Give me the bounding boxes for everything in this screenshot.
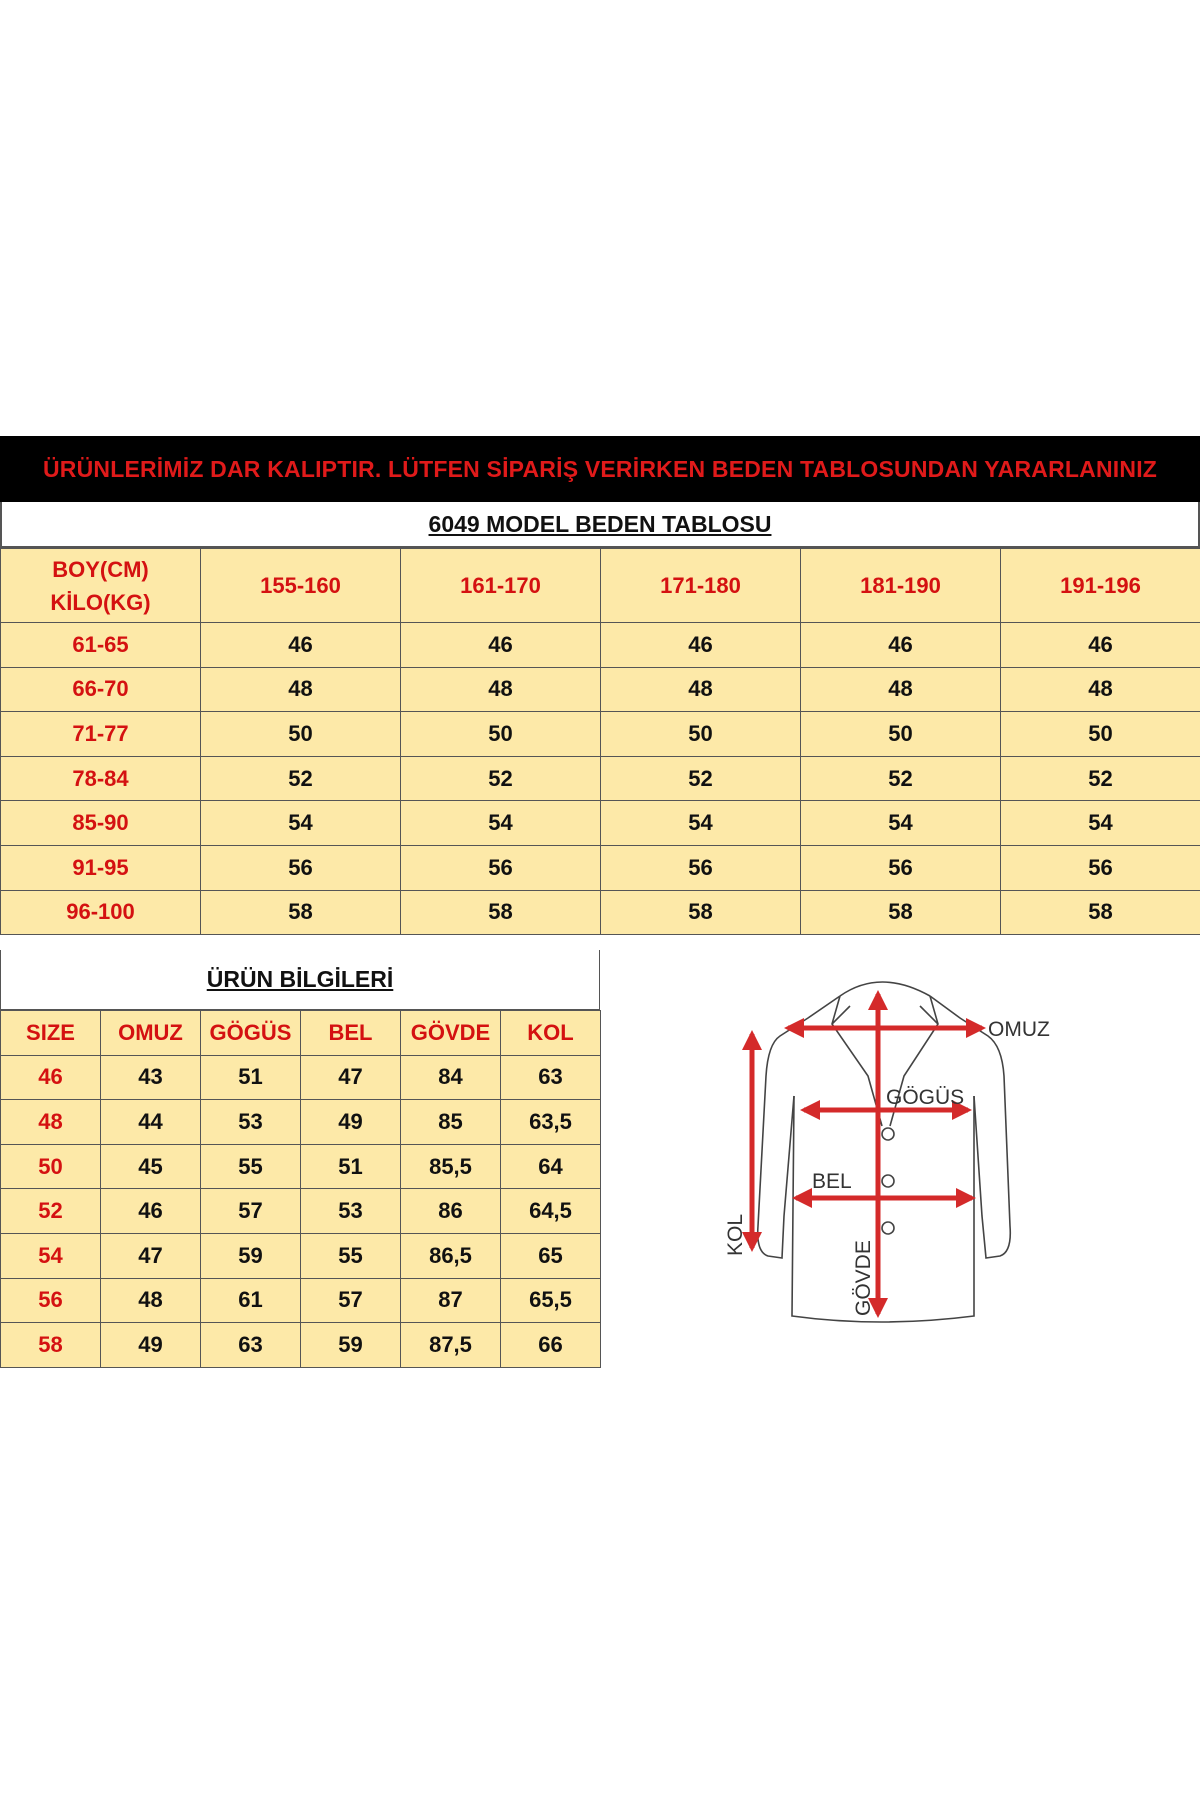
height-range-header: 191-196: [1001, 549, 1200, 623]
measurement-cell: 53: [201, 1100, 301, 1145]
size-value-cell: 48: [1001, 667, 1200, 712]
size-value-cell: 50: [401, 712, 601, 757]
measurement-cell: 65: [501, 1233, 601, 1278]
table-row: [1, 623, 1200, 668]
product-info-title: ÜRÜN BİLGİLERİ: [206, 966, 394, 992]
size-value-cell: 56: [801, 845, 1001, 890]
height-range-header: 155-160: [201, 549, 401, 623]
size-value-cell: 54: [601, 801, 801, 846]
measurement-cell: 63,5: [501, 1100, 601, 1145]
measurement-cell: 55: [301, 1233, 401, 1278]
measurement-cell: 47: [101, 1233, 201, 1278]
size-label-cell: 54: [1, 1233, 101, 1278]
table-row: [1, 1144, 601, 1189]
size-value-cell: 54: [201, 801, 401, 846]
size-value-cell: 58: [801, 890, 1001, 935]
size-value-cell: 54: [401, 801, 601, 846]
size-value-cell: 56: [1001, 845, 1200, 890]
measurement-cell: 86: [401, 1189, 501, 1234]
measurement-cell: 46: [101, 1189, 201, 1234]
table-row: [1, 667, 1200, 712]
label-govde: GÖVDE: [852, 1240, 875, 1316]
size-value-cell: 50: [201, 712, 401, 757]
table-row: [1, 1055, 601, 1100]
weight-range-cell: 85-90: [1, 801, 201, 846]
weight-range-cell: 61-65: [1, 623, 201, 668]
label-omuz: OMUZ: [988, 1018, 1050, 1041]
product-info-header-cell: GÖGÜS: [201, 1011, 301, 1056]
table-row: [1, 1323, 601, 1368]
table-row: [1, 756, 1200, 801]
product-info-header-row: [1, 1011, 601, 1056]
size-value-cell: 52: [201, 756, 401, 801]
size-chart-table: [0, 548, 1200, 935]
table-row: [1, 1233, 601, 1278]
table-row: [1, 801, 1200, 846]
size-value-cell: 48: [401, 667, 601, 712]
size-value-cell: 48: [801, 667, 1001, 712]
size-value-cell: 58: [601, 890, 801, 935]
size-value-cell: 52: [401, 756, 601, 801]
size-label-cell: 46: [1, 1055, 101, 1100]
jacket-outline: [758, 982, 1011, 1322]
size-label-cell: 58: [1, 1323, 101, 1368]
product-info-header-cell: OMUZ: [101, 1011, 201, 1056]
size-value-cell: 56: [401, 845, 601, 890]
measurement-cell: 85: [401, 1100, 501, 1145]
table-row: [1, 1100, 601, 1145]
corner-height-label: BOY(CM): [52, 556, 149, 582]
measurement-cell: 44: [101, 1100, 201, 1145]
size-value-cell: 50: [801, 712, 1001, 757]
measurement-cell: 63: [201, 1323, 301, 1368]
measurement-cell: 49: [101, 1323, 201, 1368]
size-label-cell: 48: [1, 1100, 101, 1145]
measurement-cell: 87: [401, 1278, 501, 1323]
product-info-header-cell: KOL: [501, 1011, 601, 1056]
size-value-cell: 58: [1001, 890, 1200, 935]
measurement-cell: 59: [301, 1323, 401, 1368]
measurement-cell: 47: [301, 1055, 401, 1100]
size-value-cell: 56: [601, 845, 801, 890]
table-row: [1, 712, 1200, 757]
measurement-cell: 66: [501, 1323, 601, 1368]
size-value-cell: 54: [1001, 801, 1200, 846]
weight-range-cell: 66-70: [1, 667, 201, 712]
size-value-cell: 46: [201, 623, 401, 668]
measurement-cell: 65,5: [501, 1278, 601, 1323]
height-range-header: 181-190: [801, 549, 1001, 623]
size-label-cell: 50: [1, 1144, 101, 1189]
corner-weight-label: KİLO(KG): [50, 589, 151, 615]
weight-range-cell: 96-100: [1, 890, 201, 935]
size-value-cell: 48: [601, 667, 801, 712]
measurement-cell: 55: [201, 1144, 301, 1189]
size-label-cell: 56: [1, 1278, 101, 1323]
weight-range-cell: 71-77: [1, 712, 201, 757]
table-row: [1, 845, 1200, 890]
size-value-cell: 50: [601, 712, 801, 757]
size-value-cell: 54: [801, 801, 1001, 846]
size-value-cell: 52: [601, 756, 801, 801]
measurement-cell: 43: [101, 1055, 201, 1100]
weight-range-cell: 91-95: [1, 845, 201, 890]
measurement-cell: 49: [301, 1100, 401, 1145]
size-value-cell: 50: [1001, 712, 1200, 757]
warning-banner: ÜRÜNLERİMİZ DAR KALIPTIR. LÜTFEN SİPARİŞ VERİRKEN BEDEN TABLOSUNDAN YARARLANINIZ: [0, 436, 1200, 502]
height-range-header: 171-180: [601, 549, 801, 623]
size-chart-header-row: [1, 549, 1200, 623]
product-info-table: [0, 1010, 601, 1368]
size-value-cell: 46: [601, 623, 801, 668]
weight-range-cell: 78-84: [1, 756, 201, 801]
measurement-cell: 51: [301, 1144, 401, 1189]
measurement-cell: 57: [201, 1189, 301, 1234]
size-value-cell: 46: [401, 623, 601, 668]
measurement-cell: 87,5: [401, 1323, 501, 1368]
size-chart-title-bar: [0, 502, 1200, 548]
measurement-cell: 51: [201, 1055, 301, 1100]
size-value-cell: 48: [201, 667, 401, 712]
measurement-cell: 85,5: [401, 1144, 501, 1189]
measurement-cell: 53: [301, 1189, 401, 1234]
size-value-cell: 52: [801, 756, 1001, 801]
label-bel: BEL: [812, 1170, 852, 1193]
measurement-cell: 59: [201, 1233, 301, 1278]
measurement-cell: 48: [101, 1278, 201, 1323]
measurement-cell: 57: [301, 1278, 401, 1323]
product-info-header-cell: SIZE: [1, 1011, 101, 1056]
jacket-measurement-diagram: [720, 966, 1100, 1346]
measurement-cell: 86,5: [401, 1233, 501, 1278]
table-row: [1, 1278, 601, 1323]
size-value-cell: 52: [1001, 756, 1200, 801]
label-kol: KOL: [724, 1213, 747, 1256]
size-value-cell: 56: [201, 845, 401, 890]
size-label-cell: 52: [1, 1189, 101, 1234]
measurement-cell: 45: [101, 1144, 201, 1189]
size-value-cell: 58: [401, 890, 601, 935]
size-value-cell: 58: [201, 890, 401, 935]
size-value-cell: 46: [1001, 623, 1200, 668]
product-info-header-cell: BEL: [301, 1011, 401, 1056]
size-chart-title: 6049 MODEL BEDEN TABLOSU: [428, 510, 772, 537]
size-value-cell: 46: [801, 623, 1001, 668]
measurement-cell: 64,5: [501, 1189, 601, 1234]
measurement-cell: 84: [401, 1055, 501, 1100]
table-row: [1, 1189, 601, 1234]
measurement-cell: 61: [201, 1278, 301, 1323]
measurement-cell: 63: [501, 1055, 601, 1100]
product-info-title-bar: [0, 950, 600, 1010]
table-row: [1, 890, 1200, 935]
corner-header-cell: [1, 549, 201, 623]
measurement-cell: 64: [501, 1144, 601, 1189]
product-info-header-cell: GÖVDE: [401, 1011, 501, 1056]
height-range-header: 161-170: [401, 549, 601, 623]
label-gogus: GÖGÜS: [886, 1086, 965, 1109]
